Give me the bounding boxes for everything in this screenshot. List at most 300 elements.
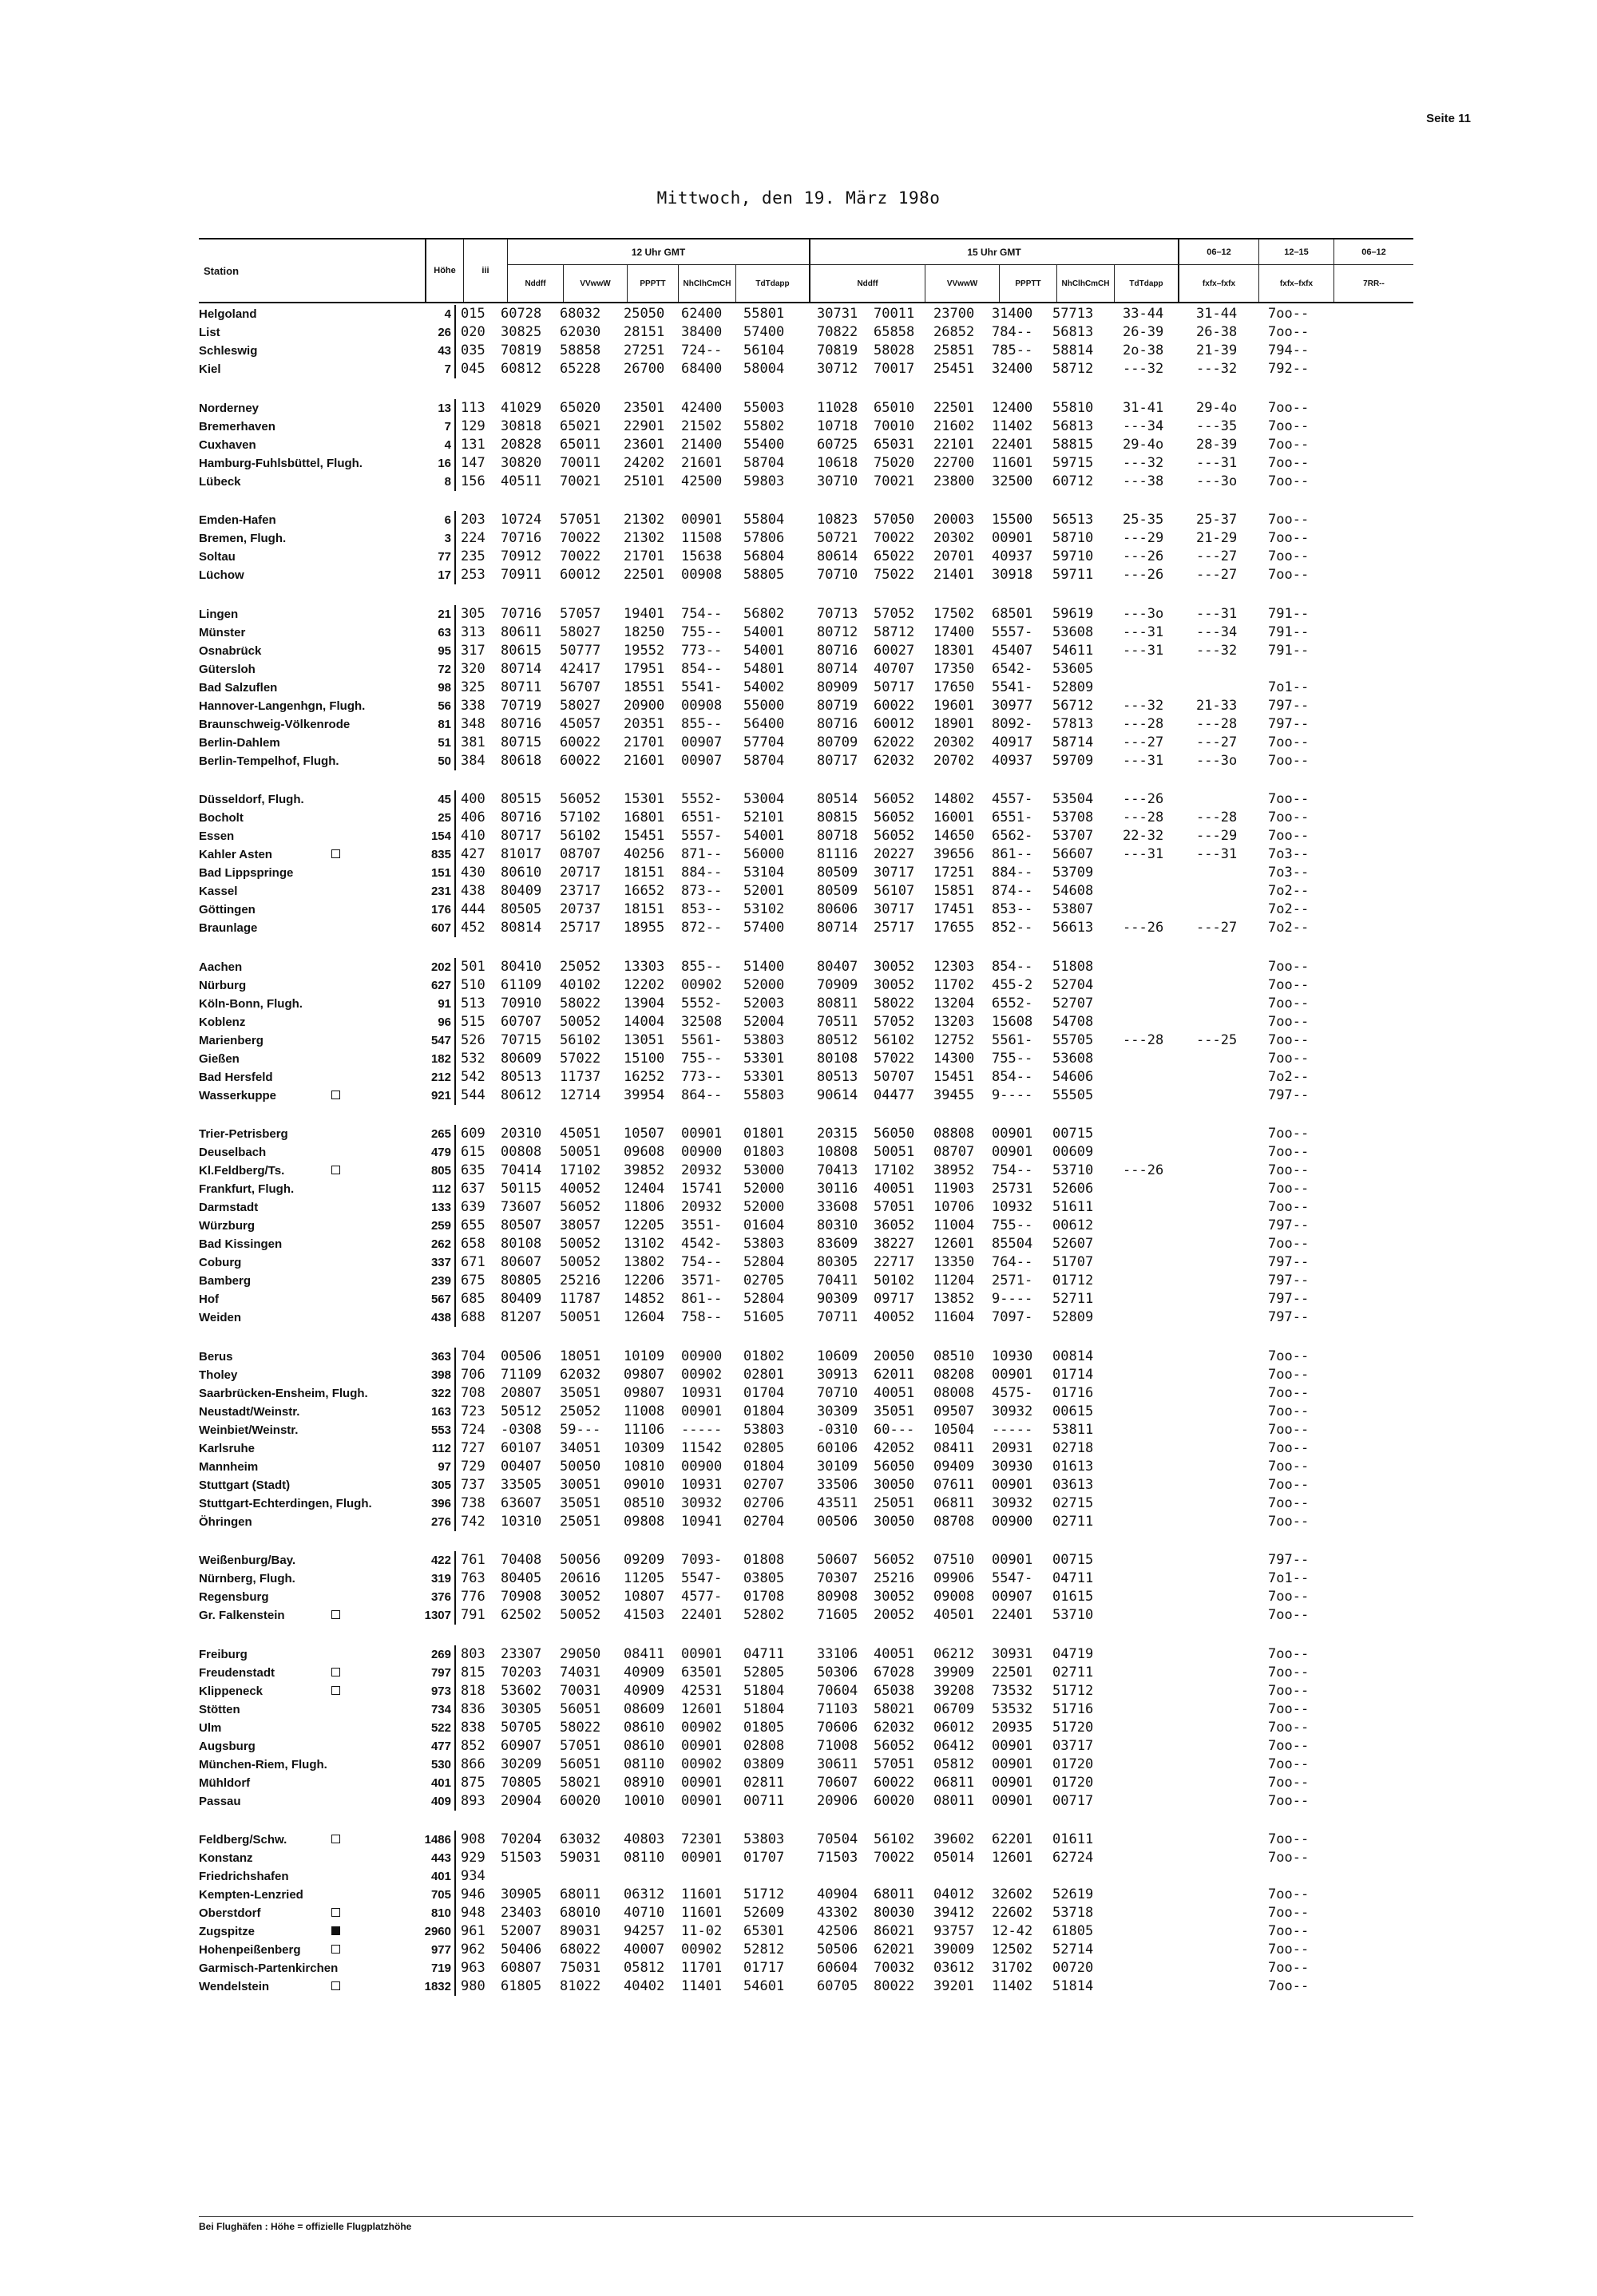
data-cell: 01611 (1052, 1831, 1094, 1847)
data-cell: 17102 (560, 1162, 601, 1178)
data-cell: 7o1-- (1268, 1570, 1310, 1586)
data-cell: 30209 (501, 1756, 542, 1772)
data-cell: 62022 (874, 734, 915, 750)
station-name (199, 511, 418, 529)
data-cell: 792-- (1268, 361, 1310, 377)
data-cell: 02705 (743, 1273, 785, 1289)
data-cell: 7oo-- (1268, 1181, 1310, 1197)
data-cell: 53718 (1052, 1905, 1094, 1921)
data-cell: 53102 (743, 901, 785, 917)
table-row (199, 1290, 1413, 1308)
data-cell: 13102 (624, 1236, 665, 1252)
data-cell: 427 (461, 846, 485, 862)
station-hoehe: 97 (418, 1458, 456, 1476)
data-cell: 00717 (1052, 1792, 1094, 1809)
open-square-icon (331, 1945, 340, 1954)
data-cell: 7oo-- (1268, 567, 1310, 583)
data-cell: 7o2-- (1268, 1068, 1310, 1085)
data-cell: 65031 (874, 436, 915, 453)
data-cell: 724-- (681, 342, 723, 358)
data-cell: 70606 (817, 1719, 858, 1736)
data-cell: 10504 (933, 1421, 975, 1438)
data-cell: ---26 (1123, 1162, 1164, 1178)
data-cell: 22401 (992, 1607, 1033, 1623)
data-cell: 015 (461, 306, 485, 322)
data-cell: 03612 (933, 1960, 975, 1976)
data-cell: 40909 (624, 1682, 665, 1699)
data-cell: 80815 (817, 810, 858, 825)
data-cell: 11806 (624, 1199, 665, 1215)
data-cell: 25451 (933, 361, 975, 377)
data-cell: ---3o (1196, 473, 1238, 489)
data-cell: 02715 (1052, 1494, 1094, 1511)
data-cell: 742 (461, 1513, 485, 1530)
table-row (199, 1959, 1413, 1977)
data-cell: ---27 (1196, 734, 1238, 750)
data-cell: 65038 (874, 1682, 915, 1699)
data-cell: 80715 (501, 734, 542, 750)
data-cell: 7oo-- (1268, 1756, 1310, 1772)
data-cell: 872-- (681, 920, 723, 936)
filled-square-icon (331, 1926, 340, 1935)
data-cell: 10609 (817, 1348, 858, 1364)
data-cell: 68022 (560, 1942, 601, 1958)
data-cell: 60807 (501, 1960, 542, 1976)
table-row (199, 399, 1413, 418)
data-cell: 56804 (743, 548, 785, 564)
data-cell: 08910 (624, 1774, 665, 1791)
data-cell: 33-44 (1123, 306, 1164, 322)
data-cell: 90614 (817, 1087, 858, 1103)
data-cell: 7oo-- (1268, 1384, 1310, 1401)
table-row (199, 1886, 1413, 1904)
data-cell: 53301 (743, 1068, 785, 1085)
data-cell: 40707 (874, 660, 915, 677)
data-cell: 22101 (933, 436, 975, 453)
station-name-text: Wendelstein (199, 1980, 270, 1993)
data-cell: 791-- (1268, 623, 1310, 640)
data-cell: 39009 (933, 1942, 975, 1958)
data-cell: 70022 (874, 1850, 915, 1866)
data-cell: ---31 (1196, 846, 1238, 862)
station-name (199, 1570, 418, 1588)
station-hoehe: 8 (418, 473, 456, 491)
station-name-text: Würzburg (199, 1219, 255, 1233)
data-cell: 797-- (1268, 1291, 1310, 1307)
data-cell: 52619 (1052, 1886, 1094, 1902)
data-cell: 253 (461, 567, 485, 583)
data-cell: 22901 (624, 418, 665, 434)
station-hoehe: 305 (418, 1476, 456, 1494)
table-row (199, 1513, 1413, 1531)
station-name-text: Kempten-Lenzried (199, 1888, 303, 1902)
station-hoehe: 176 (418, 901, 456, 919)
data-cell: ---28 (1123, 1031, 1164, 1048)
data-cell: 50102 (874, 1273, 915, 1289)
station-hoehe: 259 (418, 1217, 456, 1235)
data-cell: 706 (461, 1366, 485, 1383)
data-cell: 51712 (743, 1886, 785, 1902)
data-cell: 52802 (743, 1607, 785, 1623)
station-hoehe: 6 (418, 511, 456, 529)
data-cell: 81207 (501, 1309, 542, 1325)
station-name-text: Saarbrücken-Ensheim, Flugh. (199, 1386, 368, 1400)
table-row (199, 958, 1413, 976)
data-cell: 855-- (681, 958, 723, 975)
data-cell: 57051 (874, 1756, 915, 1772)
data-cell: ---31 (1123, 642, 1164, 659)
data-cell: 56707 (560, 679, 601, 695)
data-cell: 56107 (874, 883, 915, 899)
data-cell: 50051 (874, 1144, 915, 1160)
data-cell: 80908 (817, 1589, 858, 1605)
station-name-text: Stuttgart-Echterdingen, Flugh. (199, 1496, 372, 1510)
data-cell: 58712 (874, 623, 915, 640)
data-cell: ---32 (1196, 642, 1238, 659)
data-cell: 23307 (501, 1645, 542, 1662)
station-name-text: Soltau (199, 550, 236, 564)
station-name (199, 454, 418, 473)
data-cell: 57806 (743, 530, 785, 546)
table-row (199, 1774, 1413, 1792)
table-row (199, 1458, 1413, 1476)
table-row (199, 1068, 1413, 1087)
data-cell: 02707 (743, 1476, 785, 1493)
data-cell: 7oo-- (1268, 1774, 1310, 1791)
data-cell: 53000 (743, 1162, 785, 1178)
data-cell: 615 (461, 1144, 485, 1160)
station-name-text: Gr. Falkenstein (199, 1609, 285, 1622)
data-cell: ---27 (1196, 567, 1238, 583)
data-cell: 00901 (681, 1403, 723, 1419)
data-cell: 22501 (624, 567, 665, 583)
data-cell: 70711 (817, 1309, 858, 1325)
data-cell: 22602 (992, 1905, 1033, 1921)
data-cell: 20717 (560, 865, 601, 881)
data-cell: 26-39 (1123, 324, 1164, 340)
data-cell: 7oo-- (1268, 1199, 1310, 1215)
station-name-text: Darmstadt (199, 1201, 259, 1214)
table-row (199, 1904, 1413, 1922)
station-name-text: Tholey (199, 1368, 238, 1382)
station-hoehe: 409 (418, 1792, 456, 1811)
data-cell: 59619 (1052, 605, 1094, 622)
data-cell: 13203 (933, 1013, 975, 1030)
data-cell: ---27 (1123, 734, 1164, 750)
data-cell: 56607 (1052, 846, 1094, 862)
data-cell: 727 (461, 1439, 485, 1456)
data-cell: 58027 (560, 623, 601, 640)
data-cell: 08510 (624, 1494, 665, 1511)
data-cell: 60812 (501, 361, 542, 377)
station-name (199, 1290, 418, 1308)
data-cell: 19601 (933, 697, 975, 714)
data-cell: 02805 (743, 1439, 785, 1456)
data-cell: 10931 (681, 1384, 723, 1401)
table-row (199, 548, 1413, 566)
data-cell: 18301 (933, 642, 975, 659)
data-cell: 55810 (1052, 399, 1094, 416)
data-cell: 01805 (743, 1719, 785, 1736)
data-cell: 6542- (992, 660, 1033, 677)
data-cell: 38227 (874, 1236, 915, 1252)
data-cell: 7oo-- (1268, 473, 1310, 489)
station-hoehe: 977 (418, 1941, 456, 1959)
data-cell: 62021 (874, 1942, 915, 1958)
data-cell: 11542 (681, 1439, 723, 1456)
data-cell: 09717 (874, 1291, 915, 1307)
data-cell: 7oo-- (1268, 548, 1310, 564)
data-cell: 60107 (501, 1439, 542, 1456)
data-cell: 51712 (1052, 1682, 1094, 1699)
data-cell: 68400 (681, 361, 723, 377)
station-hoehe: 607 (418, 919, 456, 937)
data-cell: 80718 (817, 828, 858, 844)
page-date: Mittwoch, den 19. März 198o (656, 188, 941, 208)
data-cell: 40917 (992, 734, 1033, 750)
station-hoehe: 973 (418, 1682, 456, 1700)
data-cell: 08011 (933, 1792, 975, 1809)
station-group (199, 1348, 1413, 1531)
station-name-text: Bocholt (199, 811, 244, 825)
station-name-text: Zugspitze (199, 1925, 255, 1938)
data-cell: 40937 (992, 548, 1033, 564)
station-hoehe: 154 (418, 827, 456, 845)
data-cell: 738 (461, 1494, 485, 1511)
data-cell: 80513 (817, 1068, 858, 1085)
data-cell: 80618 (501, 752, 542, 769)
data-cell: 54611 (1052, 642, 1094, 659)
table-row (199, 605, 1413, 623)
station-name (199, 1366, 418, 1384)
table-row (199, 715, 1413, 734)
station-name (199, 1235, 418, 1253)
data-cell: 7oo-- (1268, 1366, 1310, 1383)
table-row (199, 864, 1413, 882)
data-cell: 30932 (992, 1403, 1033, 1419)
data-cell: 32500 (992, 473, 1033, 489)
data-cell: 33106 (817, 1645, 858, 1662)
data-cell: 25050 (624, 306, 665, 322)
data-cell: 17655 (933, 920, 975, 936)
station-name (199, 1719, 418, 1737)
table-row (199, 1308, 1413, 1327)
station-hoehe: 77 (418, 548, 456, 566)
data-cell: 861-- (681, 1291, 723, 1307)
data-cell: 71503 (817, 1850, 858, 1866)
table-row (199, 1217, 1413, 1235)
data-cell: 00609 (1052, 1144, 1094, 1160)
station-name (199, 1272, 418, 1290)
data-cell: 25051 (560, 1513, 601, 1530)
data-cell: 4577- (681, 1589, 723, 1605)
data-cell: 30717 (874, 865, 915, 881)
footnote: Bei Flughäfen : Höhe = offizielle Flugplatzhöhe (199, 2221, 412, 2232)
data-cell: 61109 (501, 976, 542, 993)
data-cell: 04711 (1052, 1570, 1094, 1586)
data-cell: 30932 (681, 1494, 723, 1511)
data-cell: 61805 (501, 1978, 542, 1994)
data-cell: 12400 (992, 399, 1033, 416)
data-cell: 68011 (874, 1886, 915, 1902)
data-cell: 58805 (743, 567, 785, 583)
station-hoehe: 322 (418, 1384, 456, 1403)
data-cell: 09808 (624, 1513, 665, 1530)
data-cell: 884-- (681, 865, 723, 881)
data-cell: 02718 (1052, 1439, 1094, 1456)
data-cell: 794-- (1268, 342, 1310, 358)
data-cell: 21401 (933, 567, 975, 583)
station-hoehe: 734 (418, 1700, 456, 1719)
data-cell: 00901 (992, 1552, 1033, 1568)
station-name-text: Freiburg (199, 1647, 248, 1661)
data-cell: 63607 (501, 1494, 542, 1511)
data-cell: 62724 (1052, 1850, 1094, 1866)
station-name-text: Oberstdorf (199, 1906, 261, 1920)
data-cell: 81116 (817, 846, 858, 862)
data-cell: 7o2-- (1268, 920, 1310, 936)
data-cell: 52007 (501, 1923, 542, 1939)
station-name-text: Berlin-Dahlem (199, 735, 280, 750)
data-cell: 7oo-- (1268, 436, 1310, 453)
table-row (199, 1180, 1413, 1198)
table-row (199, 1867, 1413, 1886)
station-name-text: Frankfurt, Flugh. (199, 1182, 295, 1196)
data-cell: 035 (461, 342, 485, 358)
data-cell: 873-- (681, 883, 723, 899)
data-cell: 40501 (933, 1607, 975, 1623)
header-range-2: 12–15 (1258, 239, 1333, 265)
data-cell: 57713 (1052, 306, 1094, 322)
data-cell: 21701 (624, 734, 665, 750)
data-cell: 52003 (743, 995, 785, 1011)
data-cell: 384 (461, 752, 485, 769)
station-name (199, 1421, 418, 1439)
data-cell: 03613 (1052, 1476, 1094, 1493)
data-cell: 53807 (1052, 901, 1094, 917)
data-cell: 53710 (1052, 1162, 1094, 1178)
station-group (199, 399, 1413, 491)
station-name-text: Weißenburg/Bay. (199, 1554, 296, 1567)
data-cell: 33608 (817, 1199, 858, 1215)
data-cell: 22401 (992, 436, 1033, 453)
data-cell: 754-- (992, 1162, 1033, 1178)
data-cell: 045 (461, 361, 485, 377)
data-cell: 5557- (992, 623, 1033, 640)
data-cell: 39602 (933, 1831, 975, 1847)
table-row (199, 1348, 1413, 1366)
table-row (199, 679, 1413, 697)
data-cell: 20935 (992, 1719, 1033, 1736)
data-cell: 80716 (501, 715, 542, 732)
data-cell: 57052 (874, 605, 915, 622)
data-cell: 50607 (817, 1552, 858, 1568)
station-name (199, 399, 418, 418)
data-cell: 81017 (501, 846, 542, 862)
data-cell: 58022 (560, 995, 601, 1011)
table-row (199, 436, 1413, 454)
station-name-text: Wasserkuppe (199, 1088, 276, 1102)
station-hoehe: 212 (418, 1068, 456, 1087)
data-cell: ---26 (1123, 567, 1164, 583)
data-cell: 12604 (624, 1309, 665, 1325)
station-name (199, 1050, 418, 1068)
data-cell: 00901 (992, 1737, 1033, 1754)
data-cell: 4542- (681, 1236, 723, 1252)
station-name-text: Kl.Feldberg/Ts. (199, 1164, 285, 1178)
station-name (199, 436, 418, 454)
data-cell: 15301 (624, 791, 665, 807)
data-cell: 30050 (874, 1513, 915, 1530)
station-name-text: München-Riem, Flugh. (199, 1757, 327, 1771)
data-cell: ----- (992, 1421, 1033, 1438)
data-cell: 147 (461, 454, 485, 471)
header-12-sub: TdTdapp (735, 265, 809, 302)
data-cell: 11-02 (681, 1923, 723, 1939)
data-cell: 60020 (560, 1792, 601, 1809)
data-cell: 16252 (624, 1068, 665, 1085)
data-cell: 68010 (560, 1905, 601, 1921)
data-cell: 01717 (743, 1960, 785, 1976)
station-name (199, 901, 418, 919)
station-name (199, 1664, 418, 1682)
data-cell: 7oo-- (1268, 1513, 1310, 1530)
station-name-text: Bad Salzuflen (199, 680, 278, 695)
data-cell: 30052 (874, 976, 915, 993)
data-cell: 80714 (501, 660, 542, 677)
station-hoehe: 553 (418, 1421, 456, 1439)
data-cell: 7093- (681, 1552, 723, 1568)
data-cell: 7oo-- (1268, 1439, 1310, 1456)
data-cell: 12-42 (992, 1923, 1033, 1939)
data-cell: 75031 (560, 1960, 601, 1976)
station-name (199, 1606, 418, 1625)
data-cell: 797-- (1268, 1273, 1310, 1289)
data-cell: -0310 (817, 1421, 858, 1438)
data-cell: 10507 (624, 1126, 665, 1142)
station-name-text: Mannheim (199, 1459, 259, 1474)
header-range-3: 06–12 (1333, 239, 1413, 265)
data-cell: 94257 (624, 1923, 665, 1939)
data-cell: 23800 (933, 473, 975, 489)
data-cell: 15608 (992, 1013, 1033, 1030)
data-cell: 7oo-- (1268, 1162, 1310, 1178)
table-row (199, 1719, 1413, 1737)
data-cell: 10930 (992, 1348, 1033, 1364)
data-cell: 80909 (817, 679, 858, 695)
data-cell: 7oo-- (1268, 324, 1310, 340)
data-cell: 40256 (624, 846, 665, 862)
data-cell: 53301 (743, 1050, 785, 1067)
station-name (199, 1922, 418, 1941)
data-cell: 00901 (992, 530, 1033, 546)
data-cell: 53608 (1052, 1050, 1094, 1067)
data-cell: 51716 (1052, 1700, 1094, 1717)
data-cell: 52000 (743, 976, 785, 993)
data-cell: 58004 (743, 361, 785, 377)
data-cell: 30820 (501, 454, 542, 471)
data-cell: 08707 (560, 846, 601, 862)
data-cell: 53803 (743, 1236, 785, 1252)
station-name (199, 1384, 418, 1403)
data-cell: 11402 (992, 418, 1033, 434)
data-cell: 80410 (501, 958, 542, 975)
station-name-text: Bamberg (199, 1274, 252, 1288)
data-cell: 70022 (560, 530, 601, 546)
data-cell: 56613 (1052, 920, 1094, 936)
data-cell: 20904 (501, 1792, 542, 1809)
station-name-text: Hamburg-Fuhlsbüttel, Flugh. (199, 456, 363, 470)
